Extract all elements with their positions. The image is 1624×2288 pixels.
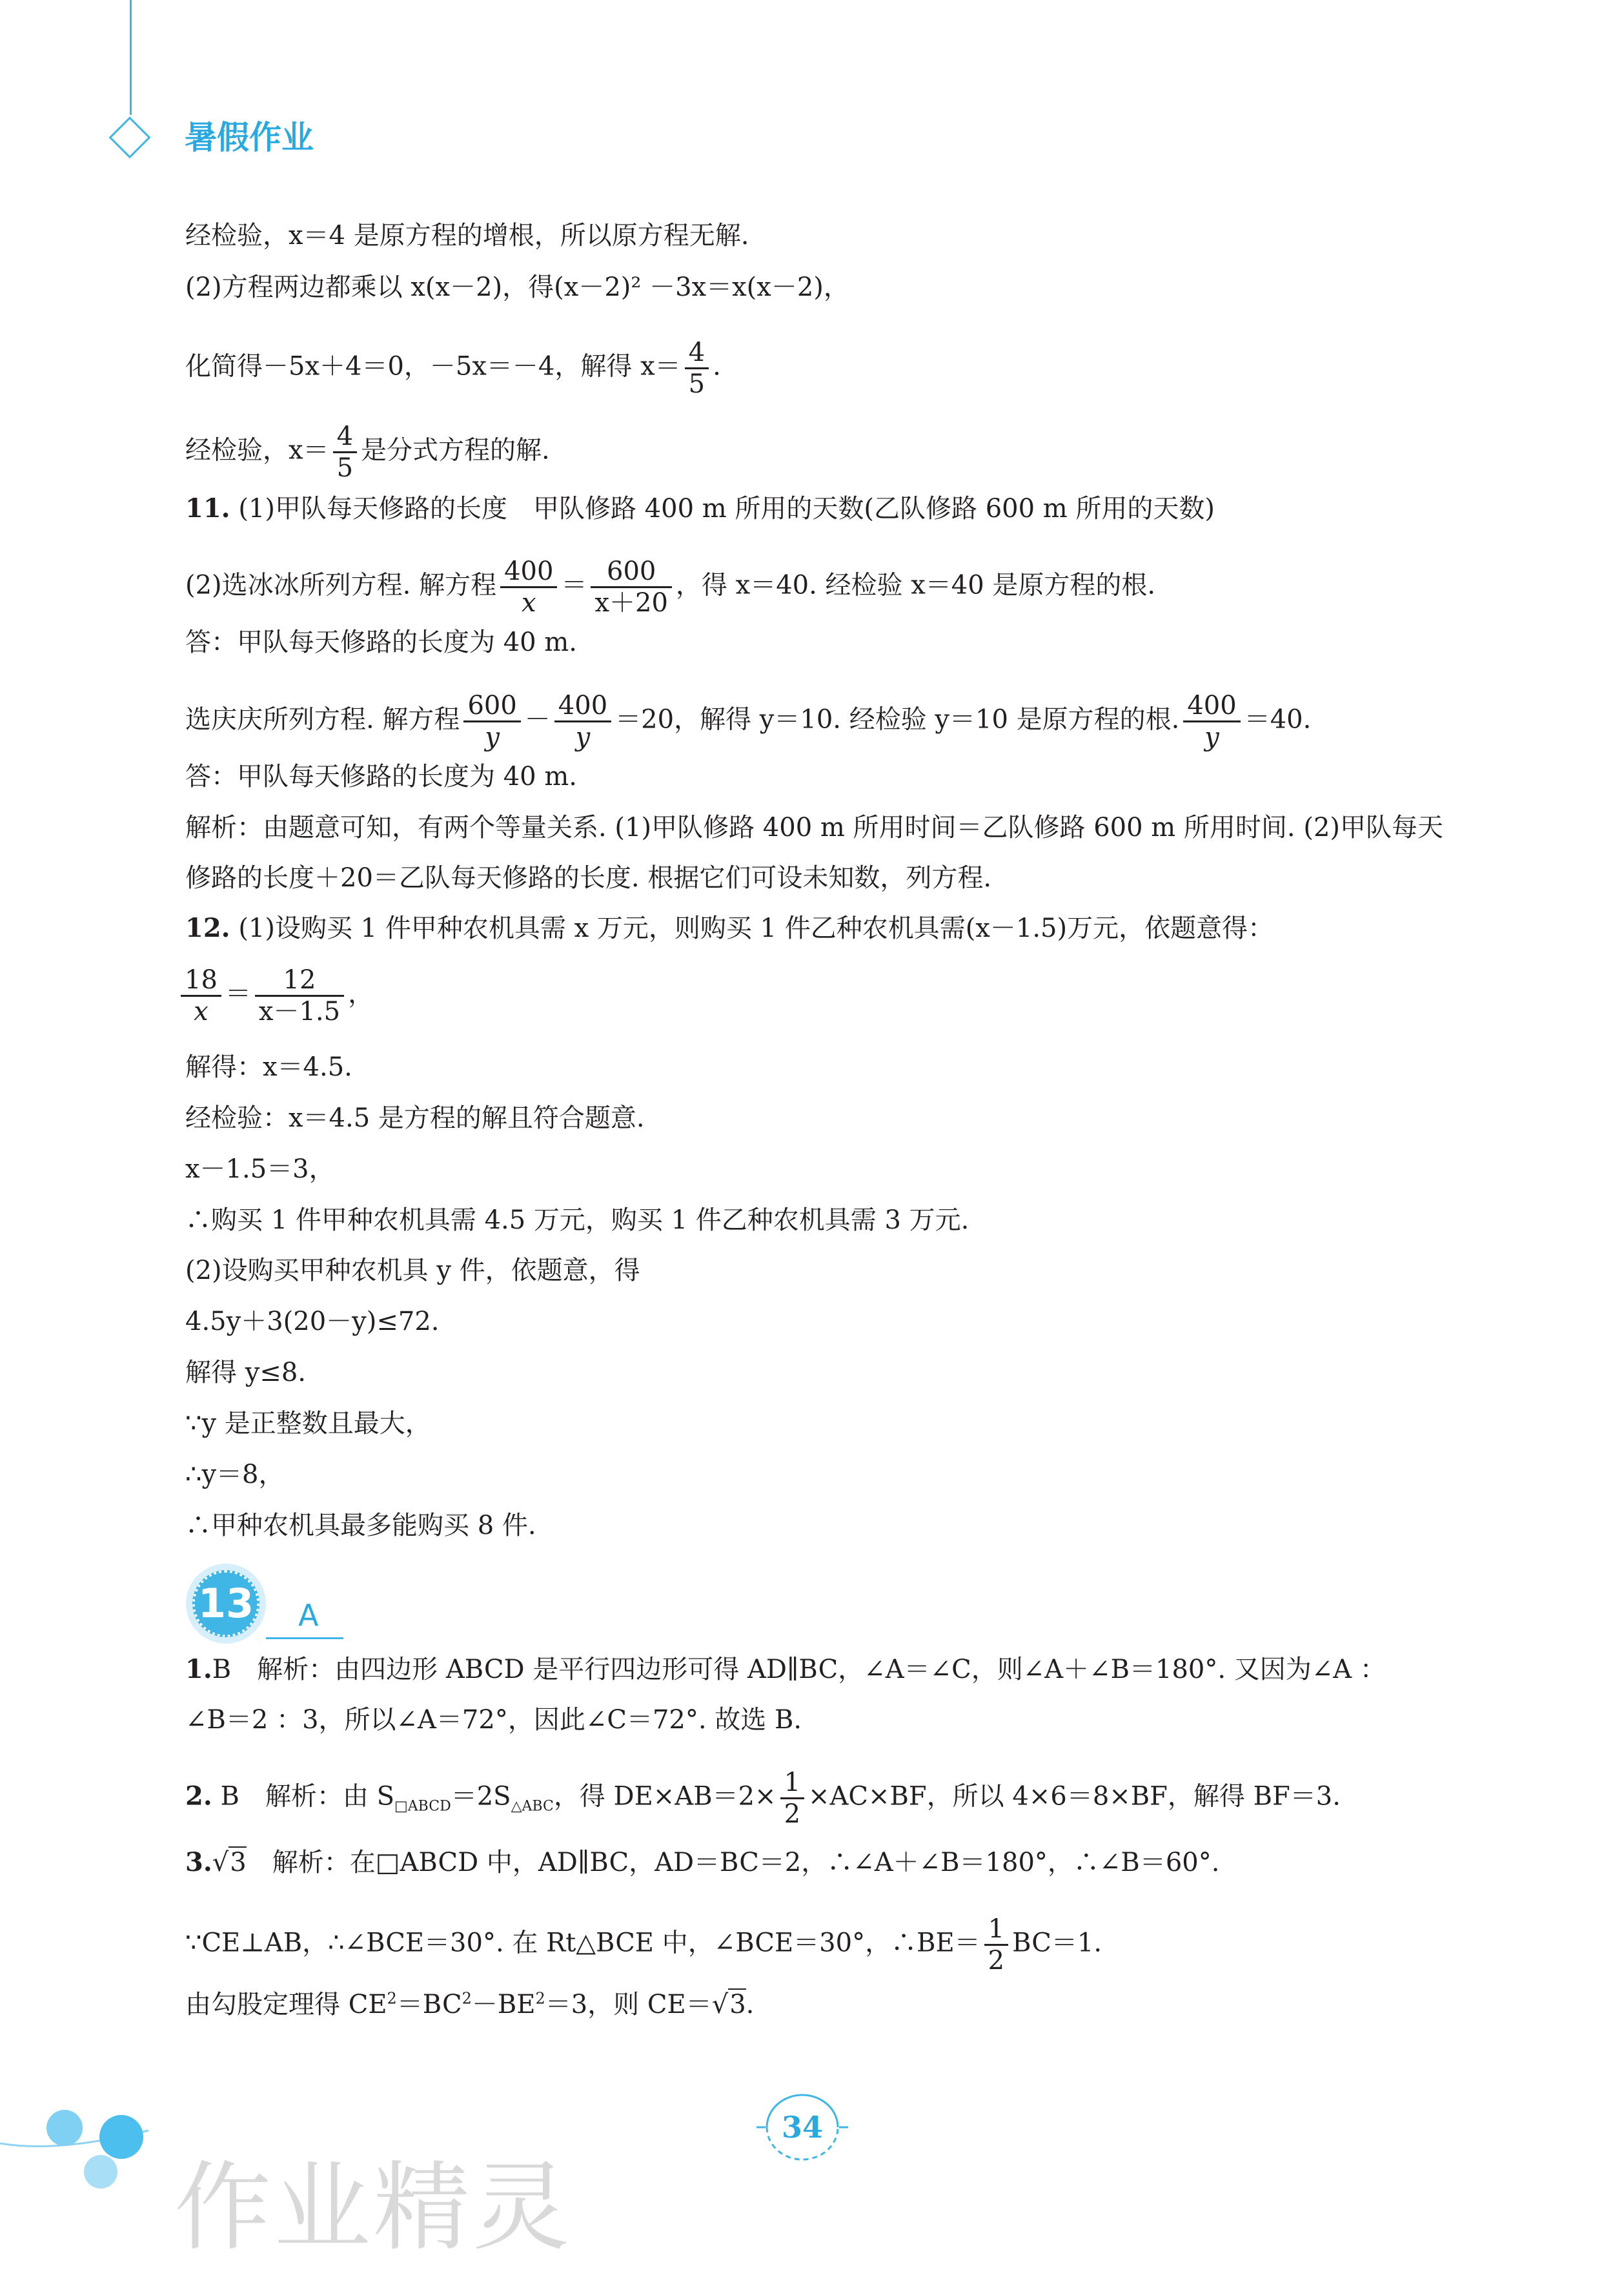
section-underline <box>266 1637 343 1639</box>
text-line: 解得 y≤8. <box>185 1358 306 1387</box>
watermark: 作业精灵 <box>174 2152 573 2264</box>
text-line: 经检验，x＝ $\frac{4}{5}$ 是分式方程的解. <box>185 422 550 483</box>
fraction: $\frac{1}{2}$ <box>984 1914 1008 1976</box>
text-line: 由勾股定理得 $CE^2=BC^2-BE^2=3$，则 CE＝√3. <box>185 1989 755 2019</box>
text-line: 4.5y＋3(20－y)≤72. <box>185 1307 440 1336</box>
question-12: 12. (1)设购买 1 件甲种农机具需 x 万元，则购买 1 件乙种农机具需(x－1.5)万元，依题意得： <box>185 913 1274 943</box>
fraction: $\frac{400}{y}$ <box>1183 691 1240 752</box>
fraction: $\frac{18}{x}$ <box>181 965 221 1027</box>
text-line: ∠B＝2 ：3，所以∠A＝72°，因此∠C＝72°. 故选 B. <box>185 1705 802 1735</box>
text-line: ∴购买 1 件甲种农机具需 4.5 万元，购买 1 件乙种农机具需 3 万元. <box>185 1205 969 1235</box>
text-line: ∴y＝8， <box>185 1460 285 1489</box>
text-line: (2)设购买甲种农机具 y 件，依题意，得 <box>185 1256 640 1285</box>
text-line: 答：甲队每天修路的长度为 40 m. <box>185 762 577 792</box>
fraction: $\frac{400}{y}$ <box>554 691 611 752</box>
text-line: 选庆庆所列方程. 解方程 $\frac{600}{y}$ － $\frac{400}{y}$ ＝20，解得 y＝10. 经检验 y＝10 是原方程的根. $\frac{400}{y}$ ＝40. <box>185 691 1312 752</box>
fraction: $\frac{4}{5}$ <box>333 422 357 483</box>
text-line: ∴甲种农机具最多能购买 8 件. <box>185 1511 536 1540</box>
text-line: 解得：x＝4.5. <box>185 1052 352 1082</box>
text-line: 答：甲队每天修路的长度为 40 m. <box>185 628 577 657</box>
text-line: 修路的长度＋20＝乙队每天修路的长度. 根据它们可设未知数，列方程. <box>185 863 992 893</box>
text-line: $\frac{18}{x}$ ＝ $\frac{12}{x-1.5}$ ， <box>181 965 374 1027</box>
header-vertical-line <box>130 0 132 115</box>
text-line: 经检验，x＝4 是原方程的增根，所以原方程无解. <box>185 221 749 250</box>
answer-2: 2. B 解析：由 $S_{□ABCD}=2S_{\triangle ABC}$，得 DE×AB＝2× $\frac{1}{2}$ ×AC×BF，所以 4×6＝8×BF，解得 BF＝3. <box>185 1768 1341 1829</box>
fraction: $\frac{400}{x}$ <box>500 557 557 618</box>
page-number: 34 <box>781 2110 823 2145</box>
decorative-bubbles <box>0 2092 155 2208</box>
text-line: 化简得－5x＋4＝0，－5x＝－4，解得 x＝ $\frac{4}{5}$ . <box>185 338 721 399</box>
fraction: $\frac{1}{2}$ <box>780 1768 804 1829</box>
question-11: 11. (1)甲队每天修路的长度 甲队修路 400 m 所用的天数(乙队修路 600 m 所用的天数) <box>185 493 1215 524</box>
text-line: (2)方程两边都乘以 x(x－2)，得(x－2)² －3x＝x(x－2)， <box>185 272 849 302</box>
text-line: ∵CE⊥AB，∴∠BCE＝30°. 在 Rt△BCE 中，∠BCE＝30°，∴BE＝ $\frac{1}{2}$ BC＝1. <box>185 1914 1102 1976</box>
header-title: 暑假作业 <box>185 119 314 156</box>
diamond-icon <box>108 116 150 158</box>
text-line: x－1.5＝3， <box>185 1154 335 1184</box>
fraction: $\frac{12}{x-1.5}$ <box>255 965 344 1027</box>
section-level: A <box>298 1598 319 1633</box>
text-line: ∵y 是正整数且最大， <box>185 1409 431 1438</box>
fraction: $\frac{600}{x+20}$ <box>591 557 671 618</box>
answer-1: 1.B 解析：由四边形 ABCD 是平行四边形可得 AD∥BC，∠A＝∠C，则∠A＋∠B＝180°. 又因为∠A ： <box>185 1654 1386 1684</box>
text-line: 经检验：x＝4.5 是方程的解且符合题意. <box>185 1103 645 1133</box>
text-line: (2)选冰冰所列方程. 解方程 $\frac{400}{x}$ ＝ $\frac{600}{x+20}$ ，得 x＝40. 经检验 x＝40 是原方程的根. <box>185 557 1156 618</box>
fraction: $\frac{4}{5}$ <box>685 338 709 399</box>
section-number: 13 <box>198 1580 254 1627</box>
text-line: 解析：由题意可知，有两个等量关系. (1)甲队修路 400 m 所用时间＝乙队修路 600 m 所用时间. (2)甲队每天 <box>185 813 1444 843</box>
answer-3: 3.√3 解析：在□ABCD 中，AD∥BC，AD＝BC＝2，∴∠A＋∠B＝180°，∴∠B＝60°. <box>185 1847 1220 1877</box>
fraction: $\frac{600}{y}$ <box>463 691 520 752</box>
